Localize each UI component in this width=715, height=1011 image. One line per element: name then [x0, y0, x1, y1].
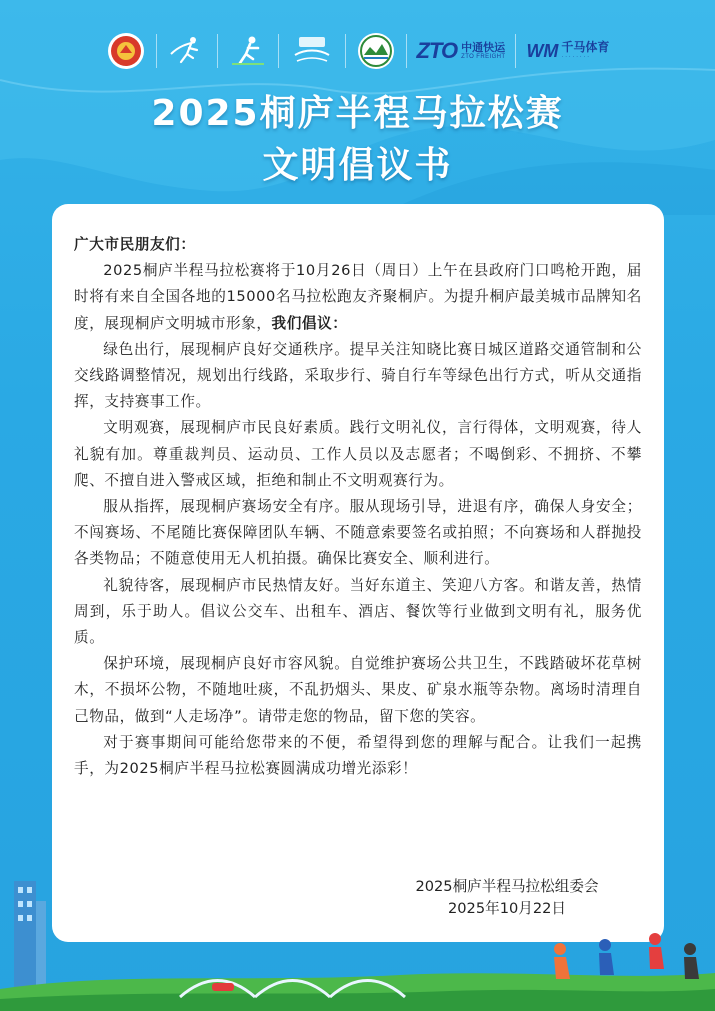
letter-signature: 2025桐庐半程马拉松组委会: [415, 878, 599, 895]
zto-brand-text: ZTO: [416, 38, 458, 63]
letter-date: 2025年10月22日: [447, 900, 567, 917]
paragraph-green-travel: 绿色出行，展现桐庐良好交通秩序。提早关注知晓比赛日城区道路交通管制和公交线路调整情况，规划出行线路，采取步行、骑自行车等绿色出行方式，听从交通指挥，支持赛事工作。: [74, 340, 642, 411]
paragraph-protect-environment: 保护环境，展现桐庐良好市容风貌。自觉维护赛场公共卫生，不践踏破坏花草树木，不损坏公物，不随地吐痰，不乱扔烟头、果皮、矿泉水瓶等杂物。离场时清理自己物品，做到“人走场净”。请带走您的物品，留下您的笑容。: [74, 655, 642, 725]
intro-text: 2025桐庐半程马拉松赛将于10月26日（周日）上午在县政府门口鸣枪开跑，届时将有来自全国各地的15000名马拉松跑友齐聚桐庐。为提升桐庐最美城市品牌知名度，展现桐庐文明城市形象，: [74, 262, 642, 332]
runner-logo-2: [218, 31, 278, 71]
qianma-sports-logo: [516, 31, 619, 71]
zto-en-text: ZTO FREIGHT: [461, 53, 506, 60]
intro-bold-text: 我们倡议：: [271, 314, 348, 332]
green-seal-logo: [346, 31, 406, 71]
wm-en-dots: · · · · · · · ·: [561, 54, 590, 60]
letter-body: [74, 232, 642, 782]
wm-brand-text: WM: [526, 40, 559, 61]
paragraph-civil-spectating: 文明观赛，展现桐庐市民良好素质。践行文明礼仪，言行得体，文明观赛，待人礼貌有加。尊重裁判员、运动员、工作人员以及志愿者；不喝倒彩、不拥挤、不攀爬、不擅自进入警戒区域，拒绝和制止不文明观赛行为。: [74, 419, 642, 489]
paragraph-closing: 对于赛事期间可能给您带来的不便，希望得到您的理解与配合。让我们一起携手，为2025桐庐半程马拉松赛圆满成功增光添彩！: [74, 733, 642, 778]
zto-logo: [407, 31, 516, 71]
page-title: 2025桐庐半程马拉松赛: [151, 93, 564, 134]
page-subtitle: 文明倡议书: [262, 145, 453, 186]
letter-card: [52, 204, 664, 942]
paragraph-hospitality: 礼貌待客，展现桐庐市民热情友好。当好东道主、笑迎八方客。和谐友善，热情周到，乐于助人。倡议公交车、出租车、酒店、餐饮等行业做到文明有礼，服务优质。: [74, 576, 642, 647]
marathon-event-logo: [279, 31, 345, 71]
wm-cn-text: 千马体育: [561, 40, 610, 54]
zto-cn-text: 中通快运: [461, 41, 506, 54]
runner-logo-1: [157, 31, 217, 71]
sponsor-logos-row: [0, 30, 715, 72]
tonglu-emblem-logo: [96, 31, 156, 71]
letter-salutation: 广大市民朋友们：: [74, 236, 196, 253]
letter-intro: [74, 258, 642, 337]
paragraph-follow-instructions: 服从指挥，展现桐庐赛场安全有序。服从现场引导，进退有序，确保人身安全；不闯赛场、不尾随比赛保障团队车辆、不随意索要签名或拍照；不向赛场和人群抛投各类物品；不随意使用无人机拍摄。确保比赛安全、顺利进行。: [74, 498, 642, 568]
